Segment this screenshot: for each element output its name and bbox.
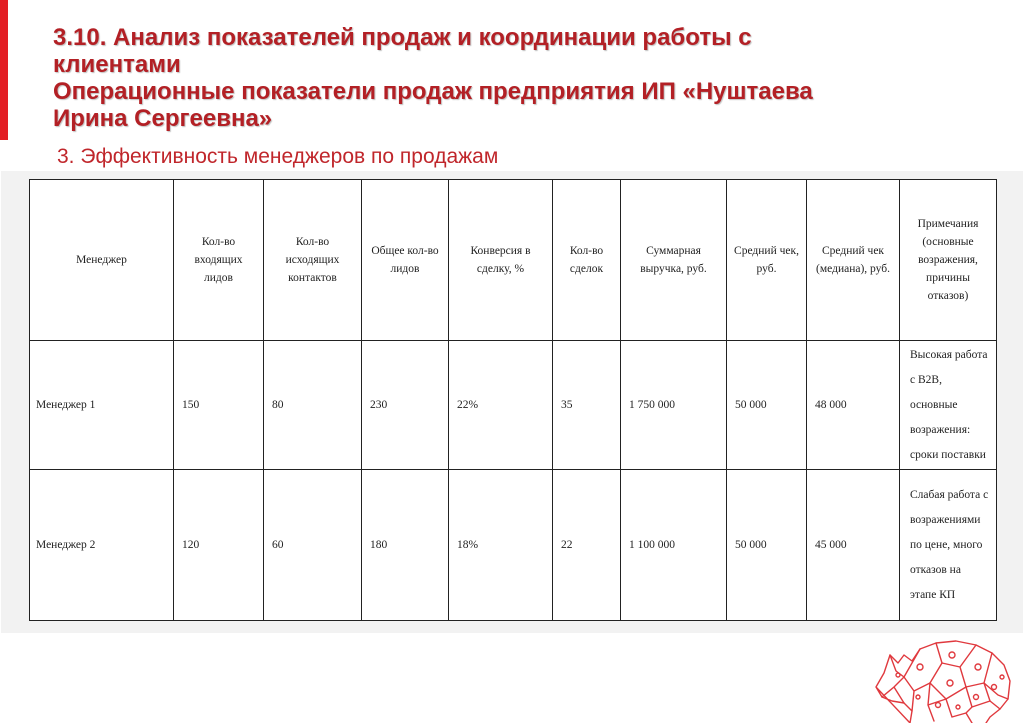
cell-outbound-contacts: 80	[264, 341, 362, 470]
header-total-leads: Общее кол-во лидов	[362, 180, 449, 341]
title-line: 3.10. Анализ показателей продаж и координации работы с	[53, 24, 752, 51]
table-header-row	[30, 180, 997, 341]
cell-conversion: 22%	[449, 341, 553, 470]
header-outbound-contacts: Кол-во исходящих контактов	[264, 180, 362, 341]
header-deals: Кол-во сделок	[553, 180, 621, 341]
cell-conversion: 18%	[449, 470, 553, 621]
cell-median-check: 48 000	[807, 341, 900, 470]
cell-revenue: 1 750 000	[621, 341, 727, 470]
cell-total-leads: 230	[362, 341, 449, 470]
header-conversion: Конверсия в сделку, %	[449, 180, 553, 341]
cell-total-leads: 180	[362, 470, 449, 621]
title-line: Ирина Сергеевна»	[53, 105, 273, 132]
manager-efficiency-table	[29, 179, 997, 621]
cell-notes: Высокая работа с В2В, основные возражения: сроки поставки	[900, 341, 997, 470]
cell-outbound-contacts: 60	[264, 470, 362, 621]
cell-inbound-leads: 120	[174, 470, 264, 621]
slide-title	[53, 24, 1013, 132]
header-notes: Примечания (основные возражения, причины отказов)	[900, 180, 997, 341]
cell-avg-check: 50 000	[727, 470, 807, 621]
header-inbound-leads: Кол-во входящих лидов	[174, 180, 264, 341]
title-line: клиентами	[53, 51, 181, 78]
header-avg-check: Средний чек, руб.	[727, 180, 807, 341]
cell-revenue: 1 100 000	[621, 470, 727, 621]
cell-notes: Слабая работа с возражениями по цене, много отказов на этапе КП	[900, 470, 997, 621]
cell-median-check: 45 000	[807, 470, 900, 621]
cell-avg-check: 50 000	[727, 341, 807, 470]
title-line: Операционные показатели продаж предприятия ИП «Нуштаева	[53, 78, 813, 105]
table-row	[30, 341, 997, 470]
cell-manager: Менеджер 2	[30, 470, 174, 621]
header-median-check: Средний чек (медиана), руб.	[807, 180, 900, 341]
slide-subtitle: 3. Эффективность менеджеров по продажам	[57, 145, 499, 168]
rhino-logo-icon	[868, 625, 1018, 723]
header-revenue: Суммарная выручка, руб.	[621, 180, 727, 341]
cell-manager: Менеджер 1	[30, 341, 174, 470]
header-manager: Менеджер	[30, 180, 174, 341]
cell-deals: 35	[553, 341, 621, 470]
cell-deals: 22	[553, 470, 621, 621]
cell-inbound-leads: 150	[174, 341, 264, 470]
table-row	[30, 470, 997, 621]
accent-bar	[0, 0, 8, 140]
